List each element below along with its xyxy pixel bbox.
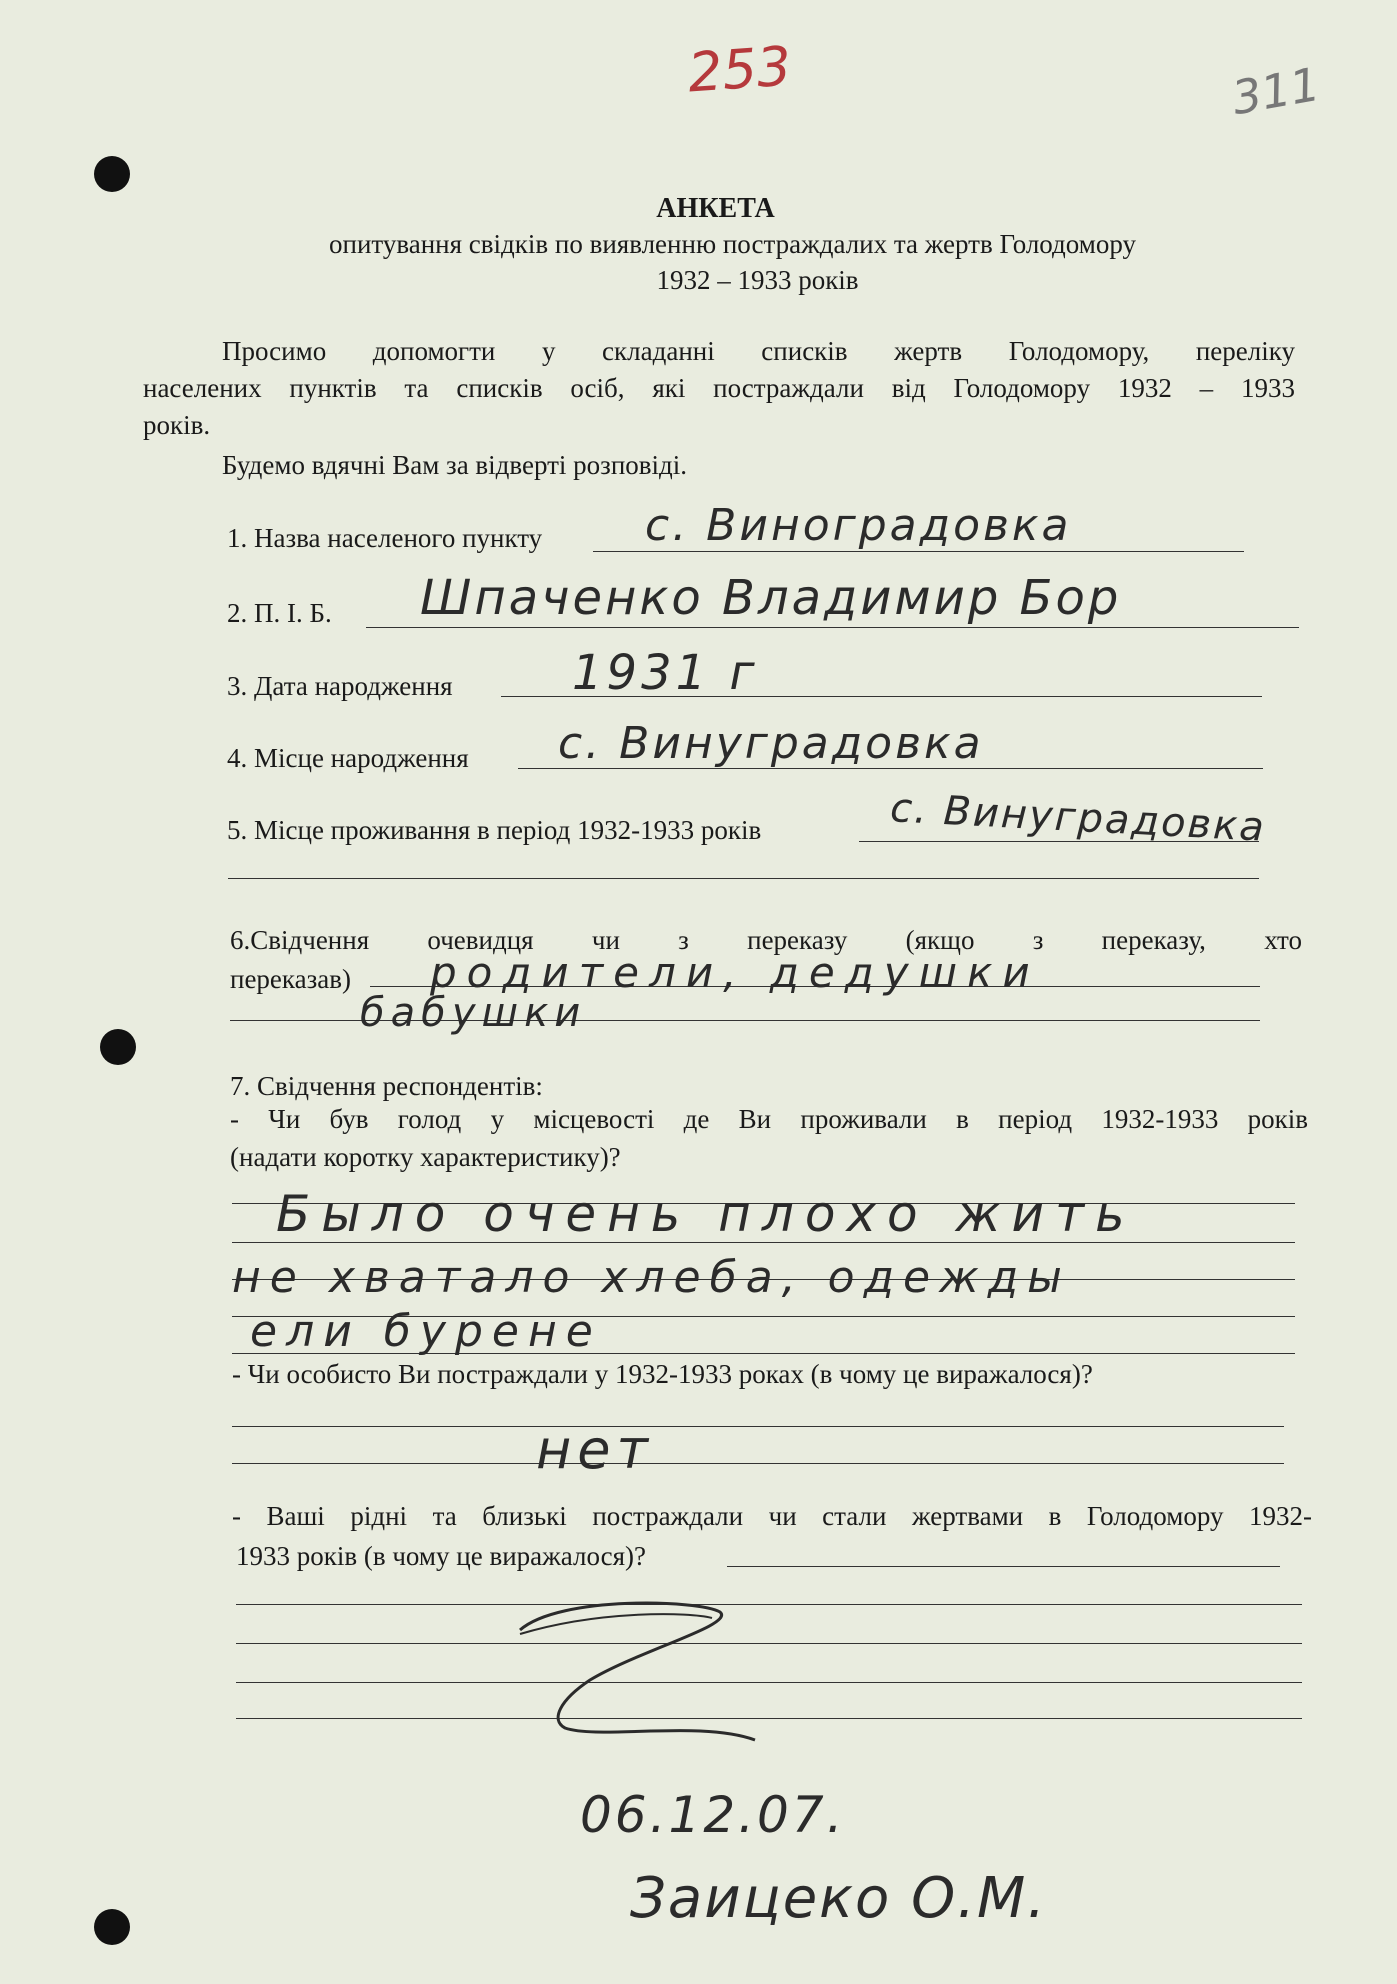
q4-answer: с. Винуградовка — [558, 718, 984, 769]
q6-label-line-1: 6.Свідчення очевидця чи з переказу (якщо з переказу, хто — [230, 925, 1302, 955]
q7a-question-line-2: (надати коротку характеристику)? — [230, 1142, 621, 1172]
q7a-answer-3: ели бурене — [250, 1306, 602, 1357]
q7a-question-line-1: - Чи був голод у місцевості де Ви проживали в період 1932-1933 років — [230, 1104, 1308, 1134]
q5-label: 5. Місце проживання в період 1932-1933 років — [227, 815, 762, 845]
interviewer-signature: Заицеко О.М. — [630, 1866, 1048, 1931]
intro-thanks: Будемо вдячні Вам за відверті розповіді. — [222, 450, 688, 480]
q1-answer: с. Виноградовка — [645, 500, 1072, 551]
q7a-answer-2: не хватало хлеба, одежды — [232, 1252, 1071, 1303]
q7c-question-line-1: - Ваші рідні та близькі постраждали чи стали жертвами в Голодомору 1932- — [232, 1501, 1312, 1531]
intro-line-3: років. — [143, 410, 211, 440]
q5-answer: с. Винуградовка — [889, 785, 1267, 851]
q7-title: 7. Свідчення респондентів: — [230, 1071, 543, 1101]
form-title: АНКЕТА — [656, 193, 775, 224]
q2-answer: Шпаченко Владимир Бор — [420, 570, 1122, 626]
form-subtitle-years: 1932 – 1933 років — [656, 265, 859, 295]
q1-label: 1. Назва населеного пункту — [227, 523, 543, 553]
archive-number-pencil: 311 — [1227, 56, 1324, 126]
q3-answer: 1931 г — [572, 645, 759, 701]
q7a-answer-1: Было очень плохо жить — [276, 1185, 1136, 1243]
intro-line-1: Просимо допомогти у складанні списків жертв Голодомору, переліку — [222, 336, 1295, 366]
q7b-question: - Чи особисто Ви постраждали у 1932-1933 роках (в чому це виражалося)? — [232, 1359, 1093, 1389]
q6-answer-2: бабушки — [360, 990, 587, 1036]
q7b-answer: нет — [536, 1418, 654, 1481]
interview-date: 06.12.07. — [580, 1786, 846, 1844]
q6-label-line-2: переказав) — [230, 964, 351, 994]
q7c-question-line-2: 1933 років (в чому це виражалося)? — [236, 1541, 647, 1571]
q3-label: 3. Дата народження — [227, 671, 453, 701]
intro-line-2: населених пунктів та списків осіб, які постраждали від Голодомору 1932 – 1933 — [143, 373, 1295, 403]
q2-label: 2. П. І. Б. — [227, 598, 332, 628]
q6-answer-1: родители, дедушки — [430, 948, 1040, 997]
q4-label: 4. Місце народження — [227, 743, 469, 773]
archive-number-red: 253 — [685, 34, 794, 105]
form-subtitle: опитування свідків по виявленню постраждалих та жертв Голодомору — [329, 229, 1136, 259]
